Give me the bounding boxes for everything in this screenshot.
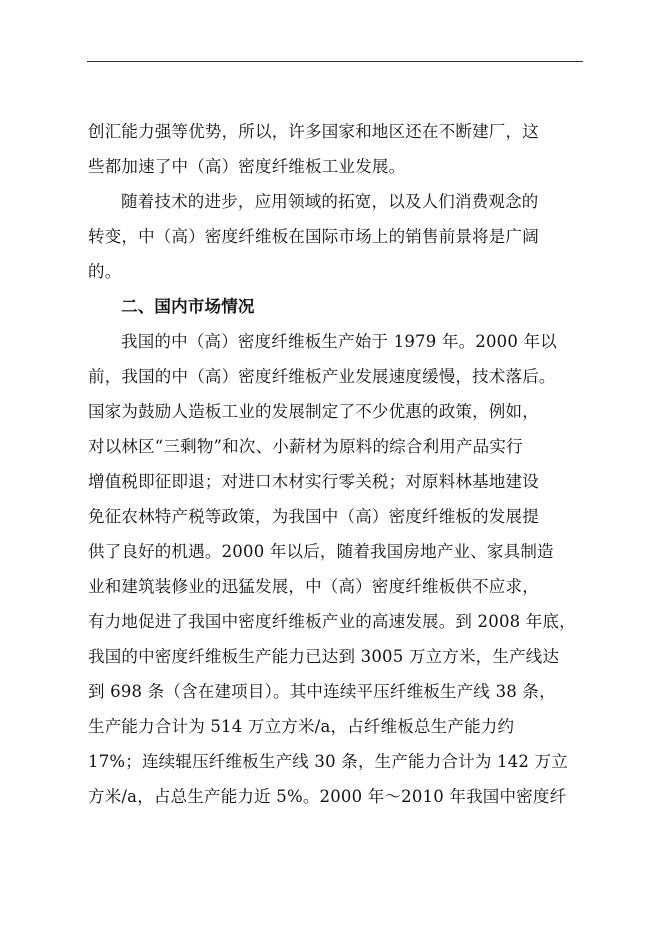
text-line: 增值税即征即退；对进口木材实行零关税；对原料林基地建设 — [88, 472, 539, 491]
text-line: 前，我国的中（高）密度纤维板产业发展速度缓慢，技术落后。 — [88, 367, 556, 386]
text-line: 的。 — [88, 262, 122, 281]
text-line: 我国的中密度纤维板生产能力已达到 3005 万立方米，生产线达 — [88, 647, 560, 666]
text-line: 对以林区“三剩物”和次、小薪材为原料的综合利用产品实行 — [88, 437, 523, 456]
text-line: 供了良好的机遇。2000 年以后，随着我国房地产业、家具制造 — [88, 542, 554, 561]
text-line: 创汇能力强等优势，所以，许多国家和地区还在不断建厂，这 — [88, 122, 539, 141]
text-line: 些都加速了中（高）密度纤维板工业发展。 — [88, 157, 406, 176]
text-line: 方米/a，占总生产能力近 5%。2000 年～2010 年我国中密度纤 — [88, 787, 567, 806]
text-line: 业和建筑装修业的迅猛发展，中（高）密度纤维板供不应求， — [88, 577, 539, 596]
text-line: 随着技术的进步，应用领域的拓宽，以及人们消费观念的 — [121, 192, 539, 211]
text-line: 有力地促进了我国中密度纤维板产业的高速发展。到 2008 年底， — [88, 612, 576, 631]
text-line: 17%；连续辊压纤维板生产线 30 条，生产能力合计为 142 万立 — [88, 752, 568, 771]
text-line: 生产能力合计为 514 万立方米/a，占纤维板总生产能力约 — [88, 717, 515, 736]
section-heading: 二、国内市场情况 — [121, 297, 255, 316]
text-line: 转变，中（高）密度纤维板在国际市场上的销售前景将是广阔 — [88, 227, 539, 246]
header-rule — [87, 61, 583, 62]
text-line: 免征农林特产税等政策，为我国中（高）密度纤维板的发展提 — [88, 507, 539, 526]
text-line: 到 698 条（含在建项目）。其中连续平压纤维板生产线 38 条， — [88, 682, 556, 701]
text-line: 我国的中（高）密度纤维板生产始于 1979 年。2000 年以 — [121, 332, 557, 351]
text-line: 国家为鼓励人造板工业的发展制定了不少优惠的政策，例如， — [88, 402, 539, 421]
